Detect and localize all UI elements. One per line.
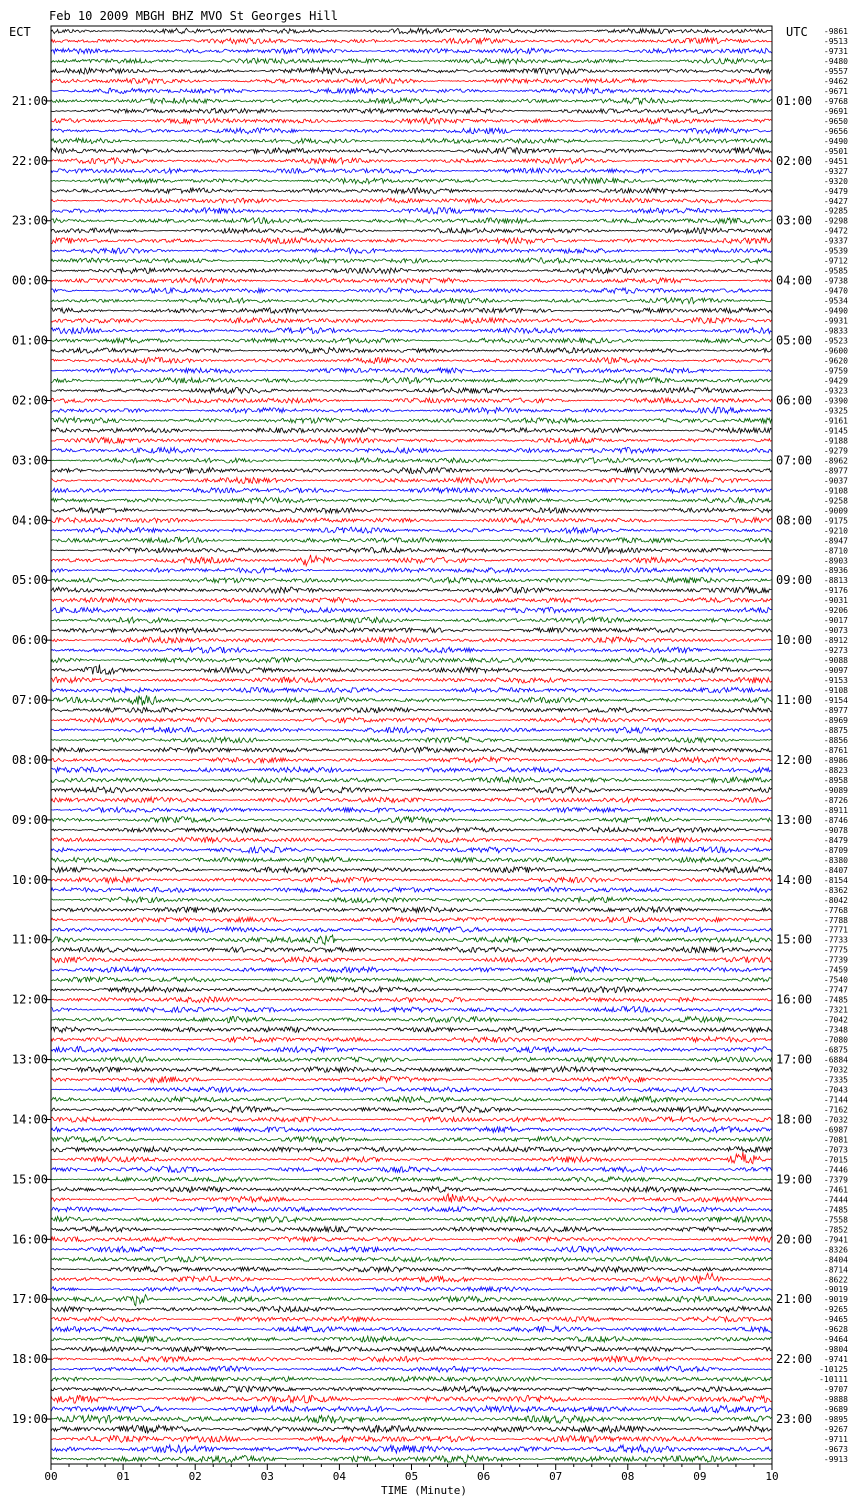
- plot-title: Feb 10 2009 MBGH BHZ MVO St Georges Hill: [49, 9, 338, 23]
- trace-count-label: -9462: [823, 76, 848, 86]
- trace-count-label: -9707: [823, 1385, 848, 1395]
- trace-count-label: -9585: [823, 266, 848, 276]
- trace-count-label: -9472: [823, 226, 848, 236]
- trace-count-label: -9176: [823, 586, 848, 596]
- left-hour-label: 09:00: [11, 812, 48, 827]
- trace-count-label: -7461: [823, 1185, 848, 1195]
- trace-count-label: -7032: [823, 1115, 848, 1125]
- trace-count-label: -9427: [823, 196, 848, 206]
- trace-count-label: -8380: [823, 855, 848, 865]
- trace-count-label: -9628: [823, 1325, 848, 1335]
- trace-count-label: -9470: [823, 286, 848, 296]
- left-hour-label: 14:00: [11, 1112, 48, 1127]
- trace-count-label: -9691: [823, 106, 848, 116]
- trace-count-label: -8912: [823, 636, 848, 646]
- trace-count-label: -8479: [823, 835, 848, 845]
- right-hour-label: 07:00: [776, 453, 813, 468]
- trace-count-label: -9210: [823, 526, 848, 536]
- trace-count-label: -7485: [823, 1205, 848, 1215]
- trace-count-label: -9279: [823, 446, 848, 456]
- trace-count-label: -7446: [823, 1165, 848, 1175]
- right-hour-label: 02:00: [776, 153, 813, 168]
- trace-count-label: -9188: [823, 436, 848, 446]
- trace-count-label: -7852: [823, 1225, 848, 1235]
- trace-count-label: -8823: [823, 765, 848, 775]
- trace-count-label: -9731: [823, 46, 848, 56]
- trace-count-label: -6987: [823, 1125, 848, 1135]
- left-hour-label: 01:00: [11, 333, 48, 348]
- trace-count-label: -7444: [823, 1195, 848, 1205]
- right-hour-label: 16:00: [776, 992, 813, 1007]
- trace-count-label: -9031: [823, 596, 848, 606]
- trace-count-label: -9265: [823, 1305, 848, 1315]
- trace-count-label: -9689: [823, 1405, 848, 1415]
- trace-count-label: -9108: [823, 486, 848, 496]
- x-tick-label: 03: [260, 1470, 274, 1483]
- trace-count-label: -8903: [823, 556, 848, 566]
- trace-count-label: -7733: [823, 935, 848, 945]
- trace-count-label: -9089: [823, 785, 848, 795]
- trace-count-label: -7771: [823, 925, 848, 935]
- trace-count-label: -9650: [823, 116, 848, 126]
- trace-count-label: -9913: [823, 1455, 848, 1465]
- trace-count-label: -8042: [823, 895, 848, 905]
- trace-count-label: -8947: [823, 536, 848, 546]
- trace-count-label: -7162: [823, 1105, 848, 1115]
- trace-count-label: -8154: [823, 875, 848, 885]
- trace-count-label: -9711: [823, 1435, 848, 1445]
- right-hour-label: 08:00: [776, 513, 813, 528]
- right-hour-label: 05:00: [776, 333, 813, 348]
- trace-count-label: -9451: [823, 156, 848, 166]
- trace-count-label: -8962: [823, 456, 848, 466]
- trace-count-label: -9479: [823, 186, 848, 196]
- trace-count-label: -8362: [823, 885, 848, 895]
- trace-count-label: -9513: [823, 36, 848, 46]
- trace-count-label: -7941: [823, 1235, 848, 1245]
- trace-count-label: -8726: [823, 795, 848, 805]
- trace-count-label: -7015: [823, 1155, 848, 1165]
- trace-count-label: -8761: [823, 745, 848, 755]
- trace-count-label: -7081: [823, 1135, 848, 1145]
- trace-count-label: -10125: [819, 1365, 848, 1375]
- trace-count-label: -9298: [823, 216, 848, 226]
- trace-count-label: -7321: [823, 1005, 848, 1015]
- trace-count-label: -9206: [823, 606, 848, 616]
- left-hour-label: 00:00: [11, 273, 48, 288]
- trace-count-label: -8958: [823, 775, 848, 785]
- right-hour-label: 15:00: [776, 932, 813, 947]
- trace-count-label: -8326: [823, 1245, 848, 1255]
- right-hour-label: 11:00: [776, 693, 813, 708]
- trace-count-label: -7459: [823, 965, 848, 975]
- trace-count-label: -8911: [823, 805, 848, 815]
- trace-count-label: -9523: [823, 336, 848, 346]
- right-hour-label: 04:00: [776, 273, 813, 288]
- x-tick-label: 02: [188, 1470, 202, 1483]
- trace-count-label: -8875: [823, 726, 848, 736]
- trace-count-label: -9037: [823, 476, 848, 486]
- left-hour-label: 06:00: [11, 633, 48, 648]
- trace-count-label: -9931: [823, 316, 848, 326]
- right-hour-label: 17:00: [776, 1052, 813, 1067]
- trace-count-label: -10111: [819, 1375, 848, 1385]
- trace-count-label: -9712: [823, 256, 848, 266]
- left-hour-label: 16:00: [11, 1232, 48, 1247]
- trace-count-label: -9161: [823, 416, 848, 426]
- right-hour-label: 14:00: [776, 872, 813, 887]
- trace-count-label: -9833: [823, 326, 848, 336]
- trace-count-label: -9108: [823, 686, 848, 696]
- trace-count-label: -7739: [823, 955, 848, 965]
- trace-count-label: -9154: [823, 696, 848, 706]
- trace-count-label: -9258: [823, 496, 848, 506]
- trace-count-label: -9009: [823, 506, 848, 516]
- trace-count-label: -9088: [823, 656, 848, 666]
- trace-count-label: -9175: [823, 516, 848, 526]
- trace-count-label: -9019: [823, 1295, 848, 1305]
- trace-count-label: -9325: [823, 406, 848, 416]
- trace-count-label: -8813: [823, 576, 848, 586]
- trace-count-label: -9768: [823, 96, 848, 106]
- trace-count-label: -9153: [823, 676, 848, 686]
- trace-count-label: -7042: [823, 1015, 848, 1025]
- trace-count-label: -7379: [823, 1175, 848, 1185]
- trace-count-label: -9480: [823, 56, 848, 66]
- left-hour-label: 05:00: [11, 573, 48, 588]
- right-hour-label: 13:00: [776, 812, 813, 827]
- trace-count-label: -7348: [823, 1025, 848, 1035]
- trace-count-label: -7775: [823, 945, 848, 955]
- trace-count-label: -9320: [823, 176, 848, 186]
- right-hour-label: 12:00: [776, 752, 813, 767]
- x-tick-label: 10: [765, 1470, 779, 1483]
- trace-count-label: -7485: [823, 995, 848, 1005]
- left-hour-label: 23:00: [11, 213, 48, 228]
- trace-count-label: -9464: [823, 1335, 848, 1345]
- trace-count-label: -9465: [823, 1315, 848, 1325]
- right-hour-label: 22:00: [776, 1352, 813, 1367]
- left-hour-label: 15:00: [11, 1172, 48, 1187]
- trace-count-label: -9073: [823, 626, 848, 636]
- trace-count-label: -9327: [823, 166, 848, 176]
- trace-count-label: -7540: [823, 975, 848, 985]
- trace-count-label: -9620: [823, 356, 848, 366]
- x-tick-label: 00: [44, 1470, 58, 1483]
- left-hour-label: 12:00: [11, 992, 48, 1007]
- left-hour-label: 21:00: [11, 93, 48, 108]
- trace-count-label: -8709: [823, 845, 848, 855]
- left-hour-label: 19:00: [11, 1412, 48, 1427]
- trace-count-label: -9017: [823, 616, 848, 626]
- left-hour-label: 13:00: [11, 1052, 48, 1067]
- right-hour-label: 21:00: [776, 1292, 813, 1307]
- trace-count-label: -8622: [823, 1275, 848, 1285]
- right-hour-label: 03:00: [776, 213, 813, 228]
- trace-count-label: -9285: [823, 206, 848, 216]
- left-hour-label: 07:00: [11, 693, 48, 708]
- trace-count-label: -8986: [823, 755, 848, 765]
- trace-count-label: -9490: [823, 306, 848, 316]
- right-hour-label: 01:00: [776, 93, 813, 108]
- trace-count-label: -9888: [823, 1395, 848, 1405]
- trace-count-label: -7788: [823, 915, 848, 925]
- trace-count-label: -9738: [823, 276, 848, 286]
- left-hour-label: 04:00: [11, 513, 48, 528]
- trace-count-label: -9804: [823, 1345, 848, 1355]
- x-tick-label: 05: [404, 1470, 419, 1483]
- right-hour-label: 06:00: [776, 393, 813, 408]
- trace-count-label: -6884: [823, 1055, 848, 1065]
- trace-count-label: -7043: [823, 1085, 848, 1095]
- left-hour-label: 11:00: [11, 932, 48, 947]
- trace-count-label: -7747: [823, 985, 848, 995]
- trace-count-labels: [819, 27, 848, 1464]
- trace-count-label: -7080: [823, 1035, 848, 1045]
- trace-count-label: -7144: [823, 1095, 848, 1105]
- trace-count-label: -9490: [823, 136, 848, 146]
- trace-count-label: -9019: [823, 1285, 848, 1295]
- right-hour-label: 18:00: [776, 1112, 813, 1127]
- trace-count-label: -7558: [823, 1215, 848, 1225]
- left-hour-label: 08:00: [11, 752, 48, 767]
- right-hour-label: 10:00: [776, 633, 813, 648]
- trace-count-label: -9145: [823, 426, 848, 436]
- trace-count-label: -7768: [823, 905, 848, 915]
- left-hour-label: 10:00: [11, 872, 48, 887]
- trace-count-label: -8856: [823, 736, 848, 746]
- x-axis-label: TIME (Minute): [380, 1484, 468, 1497]
- left-hour-label: 02:00: [11, 393, 48, 408]
- x-tick-label: 01: [116, 1470, 130, 1483]
- x-tick-label: 09: [693, 1470, 707, 1483]
- trace-count-label: -9078: [823, 825, 848, 835]
- trace-count-label: -9673: [823, 1445, 848, 1455]
- trace-count-label: -9557: [823, 66, 848, 76]
- trace-count-label: -9600: [823, 346, 848, 356]
- x-tick-label: 08: [621, 1470, 635, 1483]
- trace-count-label: -9759: [823, 366, 848, 376]
- trace-count-label: -7032: [823, 1065, 848, 1075]
- trace-count-label: -9097: [823, 666, 848, 676]
- trace-count-label: -9337: [823, 236, 848, 246]
- trace-count-label: -9671: [823, 86, 848, 96]
- trace-count-label: -9501: [823, 146, 848, 156]
- left-timezone-label: ECT: [9, 25, 31, 39]
- left-hour-label: 17:00: [11, 1292, 48, 1307]
- trace-count-label: -9323: [823, 386, 848, 396]
- trace-count-label: -8746: [823, 815, 848, 825]
- right-hour-label: 09:00: [776, 573, 813, 588]
- trace-count-label: -9273: [823, 646, 848, 656]
- trace-count-label: -9741: [823, 1355, 848, 1365]
- right-timezone-label: UTC: [786, 25, 808, 39]
- trace-count-label: -9534: [823, 296, 848, 306]
- trace-count-label: -9895: [823, 1415, 848, 1425]
- trace-count-label: -9539: [823, 246, 848, 256]
- trace-count-label: -8977: [823, 466, 848, 476]
- trace-count-label: -9861: [823, 26, 848, 36]
- trace-count-label: -8710: [823, 546, 848, 556]
- trace-count-label: -9429: [823, 376, 848, 386]
- trace-count-label: -9390: [823, 396, 848, 406]
- x-tick-label: 04: [332, 1470, 347, 1483]
- right-hour-label: 19:00: [776, 1172, 813, 1187]
- trace-count-label: -8407: [823, 865, 848, 875]
- trace-count-label: -8977: [823, 706, 848, 716]
- trace-count-label: -7335: [823, 1075, 848, 1085]
- x-tick-label: 07: [549, 1470, 563, 1483]
- right-hour-label: 23:00: [776, 1412, 813, 1427]
- left-hour-label: 18:00: [11, 1352, 48, 1367]
- left-hour-label: 22:00: [11, 153, 48, 168]
- trace-count-label: -7073: [823, 1145, 848, 1155]
- trace-count-label: -8969: [823, 716, 848, 726]
- trace-count-label: -9656: [823, 126, 848, 136]
- trace-count-label: -8404: [823, 1255, 848, 1265]
- right-hour-label: 20:00: [776, 1232, 813, 1247]
- left-hour-label: 03:00: [11, 453, 48, 468]
- x-tick-label: 06: [476, 1470, 491, 1483]
- trace-count-label: -8936: [823, 566, 848, 576]
- trace-count-label: -8714: [823, 1265, 848, 1275]
- trace-count-label: -9267: [823, 1425, 848, 1435]
- trace-count-label: -6875: [823, 1045, 848, 1055]
